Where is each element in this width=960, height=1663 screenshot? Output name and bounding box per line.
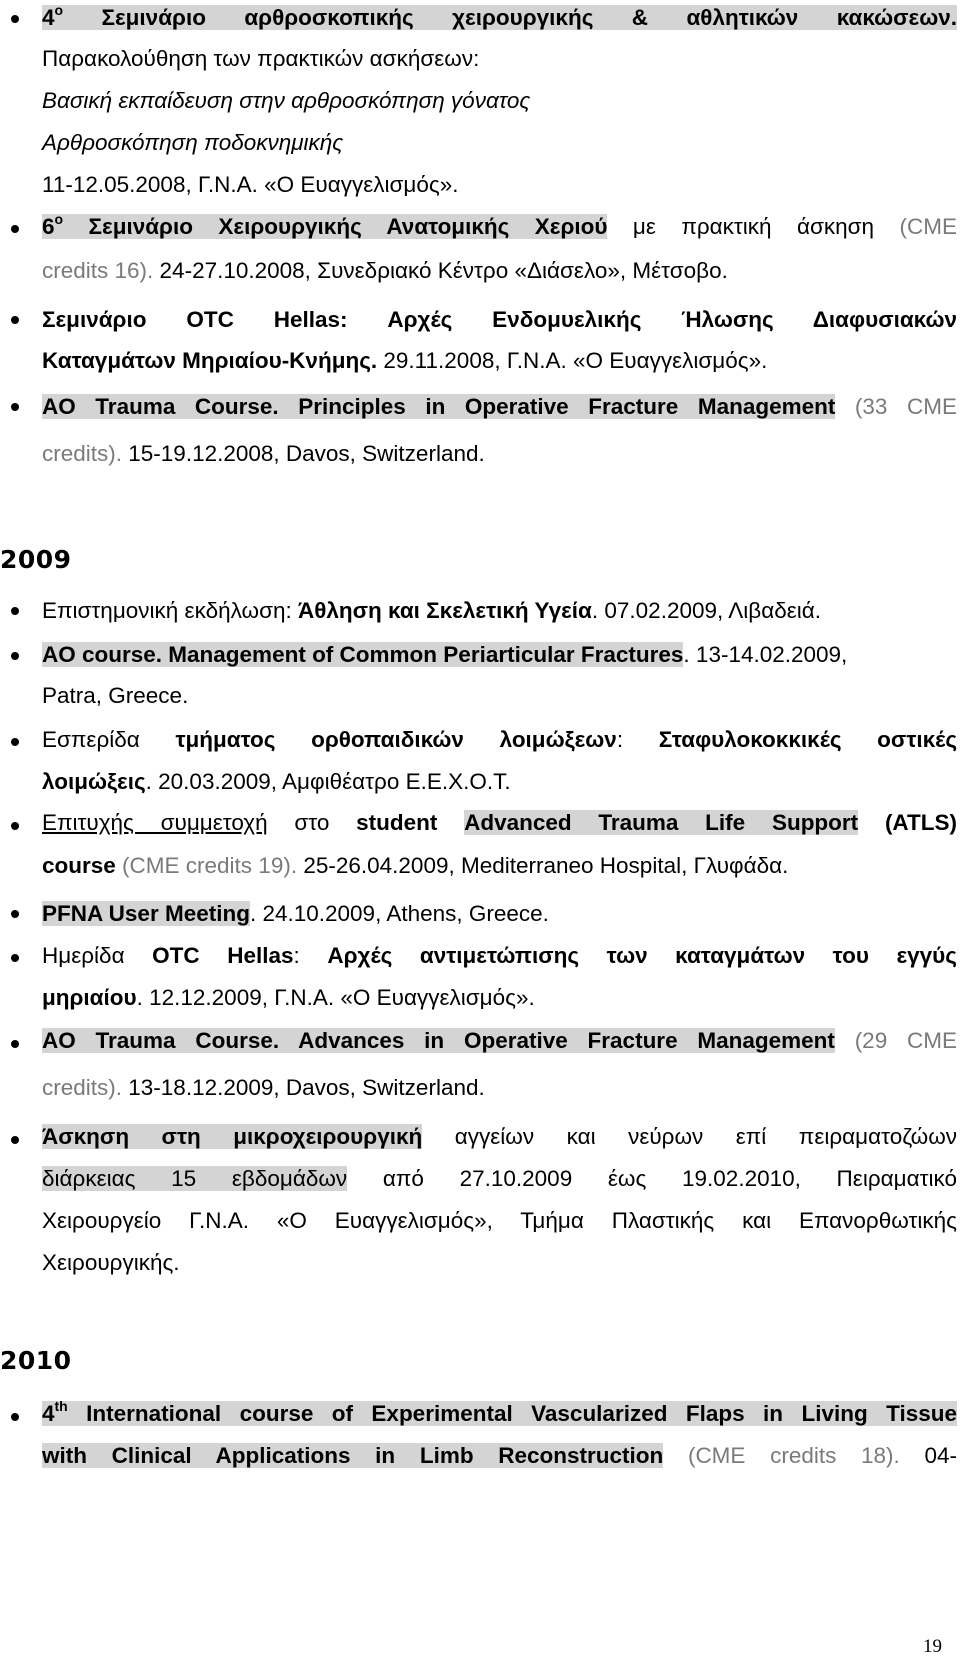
entry-line: AO Trauma Course. Advances in Operative Fracture Management (29 CME [42,1028,957,1053]
entry-line: λοιμώξεις. 20.03.2009, Αμφιθέατρο Ε.Ε.Χ.Ο.Τ. [42,769,511,794]
entry-line: $6^o$ Σεμινάριο Χειρουργικής Ανατομικής Χεριού με πρακτική άσκηση (CME [42,210,957,239]
entry-line: Βασική εκπαίδευση στην αρθροσκόπηση γόνατος [42,88,531,113]
entry-line: Χειρουργικής. [42,1250,180,1275]
bullet-dot [11,403,19,411]
entry-line: Σεμινάριο OTC Hellas: Αρχές Ενδομυελικής Ήλωσης Διαφυσιακών [42,307,957,332]
entry-line: Άσκηση στη μικροχειρουργική αγγείων και νεύρων επί πειραματοζώων [42,1124,958,1149]
entry-line: AO course. Management of Common Periarticular Fractures. 13-14.02.2009, [42,642,848,667]
entry-line: Επιτυχής συμμετοχή στο student Advanced Trauma Life Support (ATLS) [42,810,957,835]
bullet-dot [11,1136,19,1144]
entry-line: Αρθροσκόπηση ποδοκνημικής [42,130,344,155]
bullet-dot [11,652,19,660]
entry-line: PFNA User Meeting. 24.10.2009, Athens, Greece. [42,901,549,926]
entry-line: Παρακολούθηση των πρακτικών ασκήσεων: [42,46,480,71]
entry-line: μηριαίου. 12.12.2009, Γ.Ν.Α. «Ο Ευαγγελισμός». [42,985,535,1010]
entry-line: Χειρουργείο Γ.Ν.Α. «Ο Ευαγγελισμός», Τμήμα Πλαστικής και Επανορθωτικής [42,1208,957,1233]
entry-line: 11-12.05.2008, Γ.Ν.Α. «Ο Ευαγγελισμός». [42,172,459,197]
bullet-dot [11,225,19,233]
entry-line: 4th International course of Experimental Vascularized Flaps in Living Tissue [42,1397,957,1426]
entry-line: Εσπερίδα τμήματος ορθοπαιδικών λοιμώξεων: Σταφυλοκοκκικές οστικές [42,727,958,752]
entry-line: credits). 15-19.12.2008, Davos, Switzerland. [42,441,485,466]
entry-line: with Clinical Applications in Limb Reconstruction (CME credits 18). 04- [42,1443,957,1468]
entry-title: $4^o$ Σεμινάριο αρθροσκοπικής χειρουργικής & αθλητικών κακώσεων. [42,1,957,30]
bullet-dot [11,15,19,23]
entry-line: course (CME credits 19). 25-26.04.2009, Mediterraneo Hospital, Γλυφάδα. [42,853,789,878]
entry-line: Patra, Greece. [42,683,189,708]
entry-line: AO Trauma Course. Principles in Operative Fracture Management (33 CME [42,394,957,419]
bullet-dot [11,910,19,918]
bullet-dot [11,1413,19,1421]
bullet-dot [11,822,19,830]
page-number: 19 [923,1636,942,1657]
entry-line: credits 16). 24-27.10.2008, Συνεδριακό Κέντρο «Διάσελο», Μέτσοβο. [42,258,728,283]
entry-line: Καταγμάτων Μηριαίου-Κνήμης. 29.11.2008, Γ.Ν.Α. «Ο Ευαγγελισμός». [42,348,768,373]
entry-line: Ημερίδα OTC Hellas: Αρχές αντιμετώπισης των καταγμάτων του εγγύς [42,943,957,968]
entry-line: credits). 13-18.12.2009, Davos, Switzerland. [42,1075,485,1100]
year-heading: 2010 [0,1346,72,1375]
bullet-dot [11,607,19,615]
bullet-dot [11,954,19,962]
entry-line: Επιστημονική εκδήλωση: Άθληση και Σκελετική Υγεία. 07.02.2009, Λιβαδειά. [42,598,822,623]
bullet-dot [11,1040,19,1048]
bullet-dot [11,738,19,746]
entry-line [42,3,957,33]
entry-line: διάρκειας 15 εβδομάδων από 27.10.2009 έως 19.02.2010, Πειραματικό [42,1166,957,1191]
bullet-dot [11,316,19,324]
year-heading: 2009 [0,545,72,574]
